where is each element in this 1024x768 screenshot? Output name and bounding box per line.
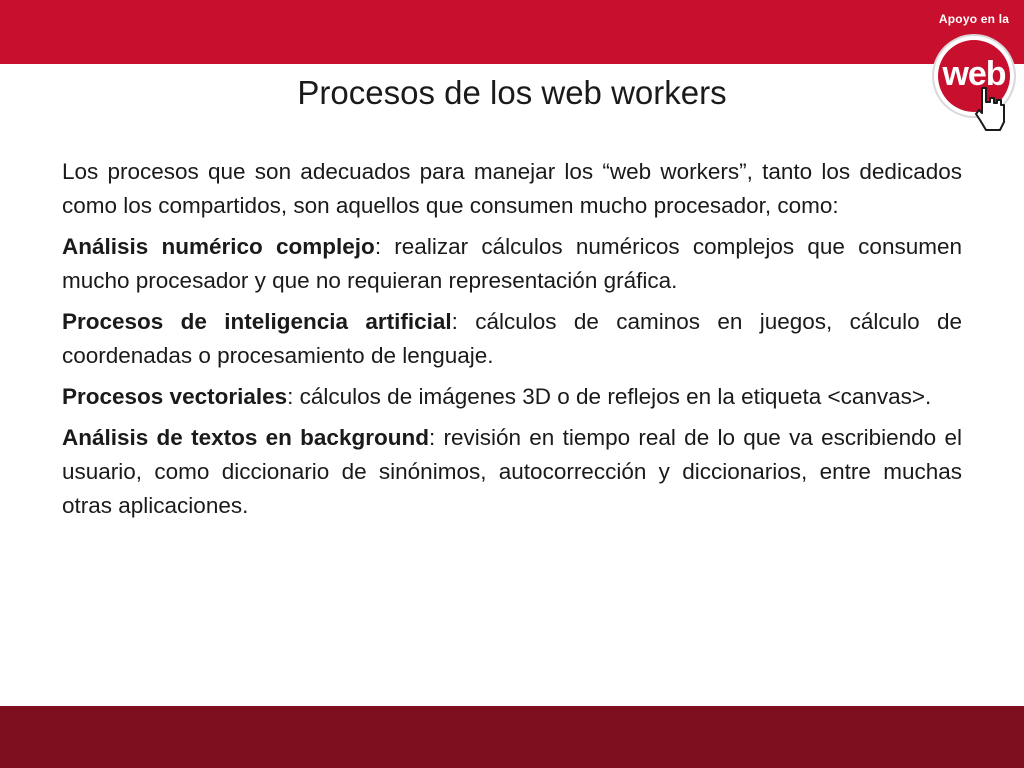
list-item — [62, 380, 962, 414]
logo-word: web — [942, 55, 1006, 93]
slide-body — [62, 155, 962, 530]
list-item — [62, 230, 962, 298]
item-desc: : realizar cálculos numéricos complejos que consumen mucho procesador y que no requieran representación gráfica. — [62, 234, 962, 293]
item-desc: : cálculos de caminos en juegos, cálculo de coordenadas o procesamiento de lenguaje. — [62, 309, 962, 368]
item-term: Análisis numérico complejo — [62, 234, 375, 259]
item-desc: : revisión en tiempo real de lo que va escribiendo el usuario, como diccionario de sinónimos, autocorrección y diccionarios, entre muchas otras aplicaciones. — [62, 425, 962, 518]
bottom-band — [0, 706, 1024, 768]
item-term: Análisis de textos en background — [62, 425, 429, 450]
list-item — [62, 421, 962, 523]
apoyo-web-logo — [928, 8, 1024, 136]
top-band — [0, 0, 1024, 64]
logo-caption: Apoyo en la — [938, 12, 1010, 26]
item-desc: : cálculos de imágenes 3D o de reflejos en la etiqueta <canvas>. — [287, 384, 932, 409]
list-item — [62, 305, 962, 373]
item-term: Procesos vectoriales — [62, 384, 288, 409]
item-term: Procesos de inteligencia artificial — [62, 309, 452, 334]
intro-paragraph: Los procesos que son adecuados para manejar los “web workers”, tanto los dedicados como los compartidos, son aquellos que consumen mucho procesador, como: — [62, 159, 962, 218]
slide-title: Procesos de los web workers — [297, 74, 727, 111]
